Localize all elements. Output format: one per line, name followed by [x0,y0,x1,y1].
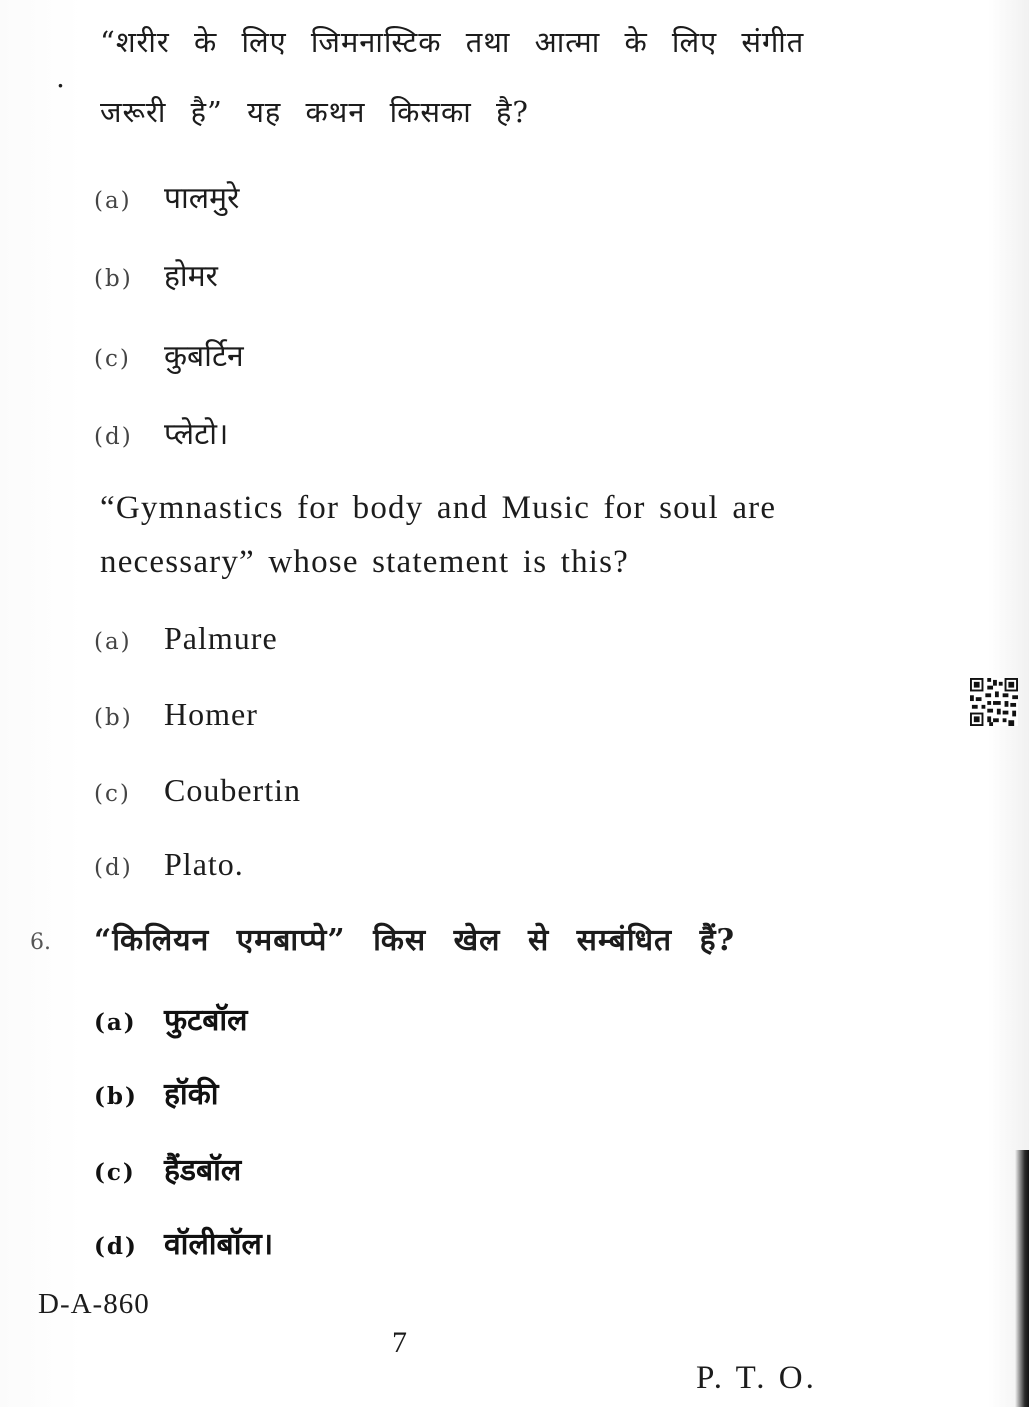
option-letter: (c) [94,346,131,372]
q5-english-option-a [94,620,278,657]
option-text: कुबर्टिन [164,339,244,374]
question-6-text: “किलियन एमबाप्पे” किस खेल से सम्बंधित हैं? [94,923,736,958]
q5-english-option-c [94,772,301,809]
option-text: होमर [164,259,218,294]
q5-hindi-option-b [94,254,218,295]
option-letter: (b) [94,705,133,731]
option-letter: (d) [94,1233,138,1260]
question-5-hindi-line-2: जरूरी है” यह कथन किसका है? [100,95,529,129]
page-edge-shadow [1015,1150,1029,1407]
option-letter: (b) [94,1083,138,1110]
option-letter: (c) [94,781,131,807]
question-5-english-line-2: necessary” whose statement is this? [100,544,630,580]
question-5-english-line-1: “Gymnastics for body and Music for soul are [100,490,777,526]
option-letter: (a) [94,188,132,214]
q6-option-d [94,1222,273,1263]
q5-english-option-d [94,846,244,883]
q6-option-c [94,1148,241,1189]
option-text: Coubertin [164,772,301,808]
page-number: 7 [392,1326,407,1359]
option-text: Homer [164,696,258,732]
option-text: Plato. [164,846,244,882]
option-letter: (d) [94,855,133,881]
option-text: पालमुरे [164,181,240,216]
question-6-number: 6. [30,930,51,955]
option-letter: (b) [94,266,133,292]
option-text: हॉकी [164,1077,219,1112]
question-5-hindi-line-1: “शरीर के लिए जिमनास्टिक तथा आत्मा के लिए संगीत [100,25,805,59]
option-letter: (a) [94,629,132,655]
q5-english-option-b [94,696,258,733]
paper-code: D-A-860 [38,1288,150,1320]
please-turn-over: P. T. O. [696,1360,817,1396]
bullet-mark: . [56,61,65,94]
q5-hindi-option-d [94,412,228,453]
option-letter: (d) [94,424,133,450]
option-text: फुटबॉल [164,1003,248,1038]
qr-code-icon [970,678,1018,726]
q6-option-a [94,998,248,1039]
q5-hindi-option-a [94,176,239,217]
option-text: हैंडबॉल [164,1153,242,1188]
option-letter: (a) [94,1009,137,1036]
option-letter: (c) [94,1159,136,1186]
q6-option-b [94,1072,219,1113]
option-text: प्लेटो। [164,417,229,452]
option-text: Palmure [164,620,278,656]
q5-hindi-option-c [94,334,244,375]
option-text: वॉलीबॉल। [164,1227,274,1262]
